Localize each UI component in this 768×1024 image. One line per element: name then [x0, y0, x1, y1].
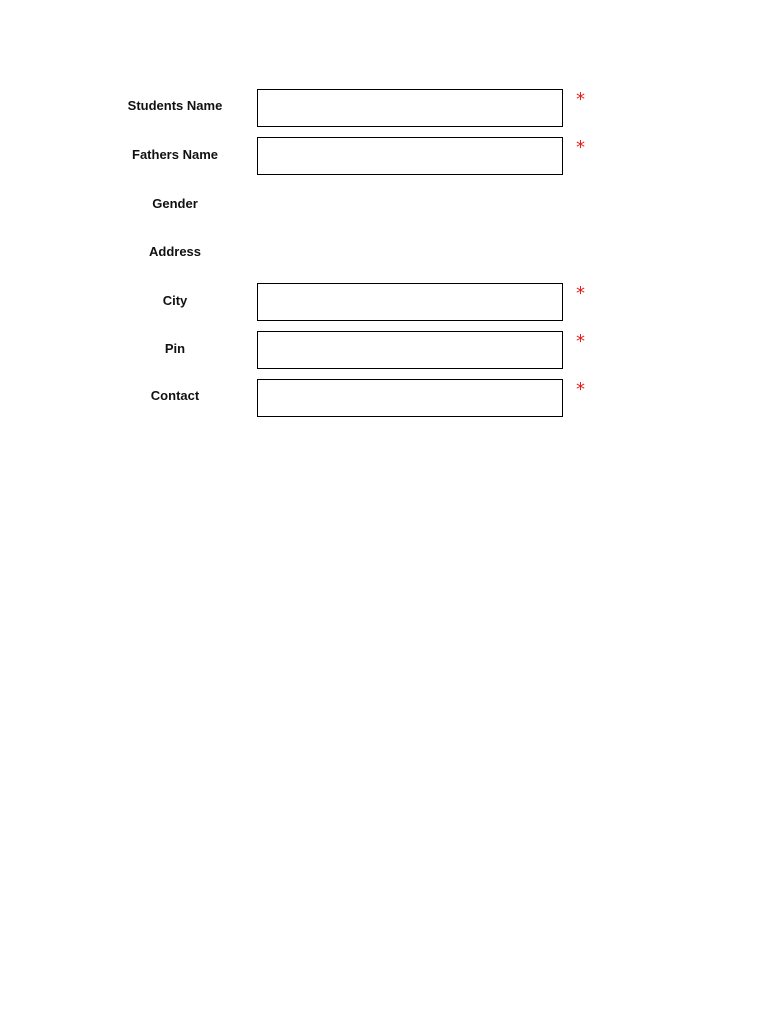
- students-name-row: [0, 89, 768, 129]
- contact-row: [0, 379, 768, 419]
- pin-input[interactable]: [257, 331, 563, 369]
- gender-row: [0, 184, 768, 224]
- address-row: [0, 232, 768, 272]
- fathers-name-label: Fathers Name: [132, 147, 218, 162]
- students-name-label: Students Name: [127, 98, 223, 113]
- pin-row: [0, 331, 768, 371]
- city-input[interactable]: [257, 283, 563, 321]
- students-name-input[interactable]: [257, 89, 563, 127]
- address-label: Address: [148, 244, 202, 259]
- required-asterisk-icon: *: [576, 283, 585, 304]
- fathers-name-row: [0, 137, 768, 177]
- city-label: City: [162, 293, 188, 308]
- required-asterisk-icon: *: [576, 331, 585, 352]
- required-asterisk-icon: *: [576, 379, 585, 400]
- contact-input[interactable]: [257, 379, 563, 417]
- required-asterisk-icon: *: [576, 89, 585, 110]
- city-row: [0, 283, 768, 323]
- required-asterisk-icon: *: [576, 137, 585, 158]
- pin-label: Pin: [164, 341, 186, 356]
- gender-label: Gender: [152, 196, 198, 211]
- fathers-name-input[interactable]: [257, 137, 563, 175]
- contact-label: Contact: [150, 388, 200, 403]
